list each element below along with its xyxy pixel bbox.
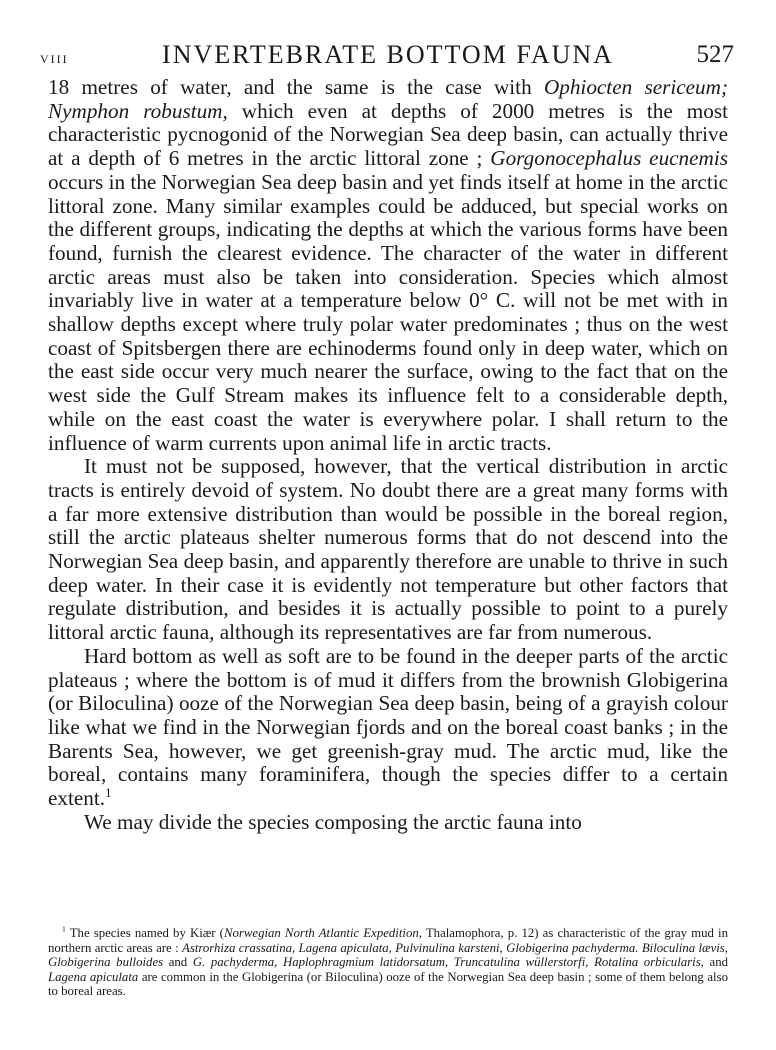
p1-text-1: 18 metres of water, and the same is the case with bbox=[48, 75, 544, 99]
paragraph-2: It must not be supposed, however, that the vertical distribution in arctic tracts is entirely devoid of system. No doubt there are a great many forms with a far more extensive distribution than would be possible in the boreal region, still the arctic plateaus shelter numerous forms that do not descend into the Norwegian Sea deep basin, and apparently therefore are unable to thrive in such deep water. In their case it is evidently not temperature but other factors that regulate distribution, and besides it is actually possible to point to a purely littoral arctic fauna, although its representatives are far from numerous. bbox=[48, 454, 728, 645]
footnote-reference: 1 bbox=[105, 786, 112, 801]
chapter-number: VIII bbox=[40, 52, 69, 66]
p1-text-3: occurs in the Norwegian Sea deep basin and yet finds itself at home in the arctic littoral zone. Many similar examples could be adduced, but special works on the different groups, indicating the depths at which the various forms have been found, furnish the clearest evidence. The character of the water in different arctic areas must also be taken into consideration. Species which almost invariably live in water at a temperature below 0° C. will not be met with in shallow depths except where truly polar water predominates ; thus on the west coast of Spitsbergen there are echinoderms found only in deep water, which on the east side occur very much nearer the surface, owing to the fact that on the west side the Gulf Stream makes its influence felt to a considerable depth, while on the east coast the water is everywhere polar. I shall return to the influence of warm currents upon animal life in arctic tracts. bbox=[48, 169, 728, 455]
fn-text-4: and bbox=[703, 955, 728, 969]
p1-italic-1: Ophiocten sericeum; Nymphon robustum, bbox=[48, 75, 729, 123]
fn-italic-3: G. pachyderma, Haplophragmium latidorsatum, Truncatulina wüllerstorfi, Rotalina orbicularis, bbox=[192, 955, 704, 969]
fn-text-5: are common in the Globigerina (or Biloculina) ooze of the Norwegian Sea deep basin ; some of them belong also to boreal areas. bbox=[48, 969, 728, 998]
p3-text: Hard bottom as well as soft are to be found in the deeper parts of the arctic plateaus ; where the bottom is of mud it differs from the brownish Globigerina (or Biloculina) ooze of the Norwegian Sea deep basin, being of a grayish colour like what we find in the Norwegian fjords and on the boreal coast banks ; in the Barents Sea, however, we get greenish-gray mud. The arctic mud, like the boreal, contains many foraminifera, though the species differ to a certain extent. bbox=[48, 643, 728, 811]
p1-italic-2: Gorgonocephalus eucnemis bbox=[490, 146, 728, 171]
fn-italic-1: Norwegian North Atlantic Expedition, bbox=[223, 926, 422, 940]
fn-italic-4: Lagena apiculata bbox=[48, 969, 139, 984]
p1-text-2: which even at depths of 2000 metres is the most characteristic pycnogonid of the Norwegian Sea deep basin, can actually thrive at a depth of 6 metres in the arctic littoral zone ; bbox=[48, 98, 729, 171]
footnote-1 bbox=[48, 926, 728, 999]
page-number: 527 bbox=[696, 41, 734, 68]
paragraph-3 bbox=[48, 645, 728, 811]
paragraph-1 bbox=[48, 76, 728, 455]
fn-text-3: and bbox=[163, 955, 193, 969]
fn-italic-2: Astrorhiza crassatina, Lagena apiculata, Pulvinulina karsteni, Globigerina pachyderma. Biloculina lævis, Globigerina bulloides bbox=[48, 940, 728, 969]
fn-text-1: The species named by Kiær ( bbox=[65, 926, 224, 940]
paragraph-4: We may divide the species composing the arctic fauna into bbox=[84, 809, 582, 834]
running-header bbox=[30, 40, 746, 72]
footnote-mark: 1 bbox=[62, 924, 66, 934]
footnote bbox=[48, 926, 728, 999]
fn-text-2: Thalamophora, p. 12) as characteristic of the gray mud in northern arctic areas are : bbox=[48, 926, 728, 955]
body-text bbox=[48, 76, 728, 835]
running-title: INVERTEBRATE BOTTOM FAUNA bbox=[162, 40, 614, 69]
